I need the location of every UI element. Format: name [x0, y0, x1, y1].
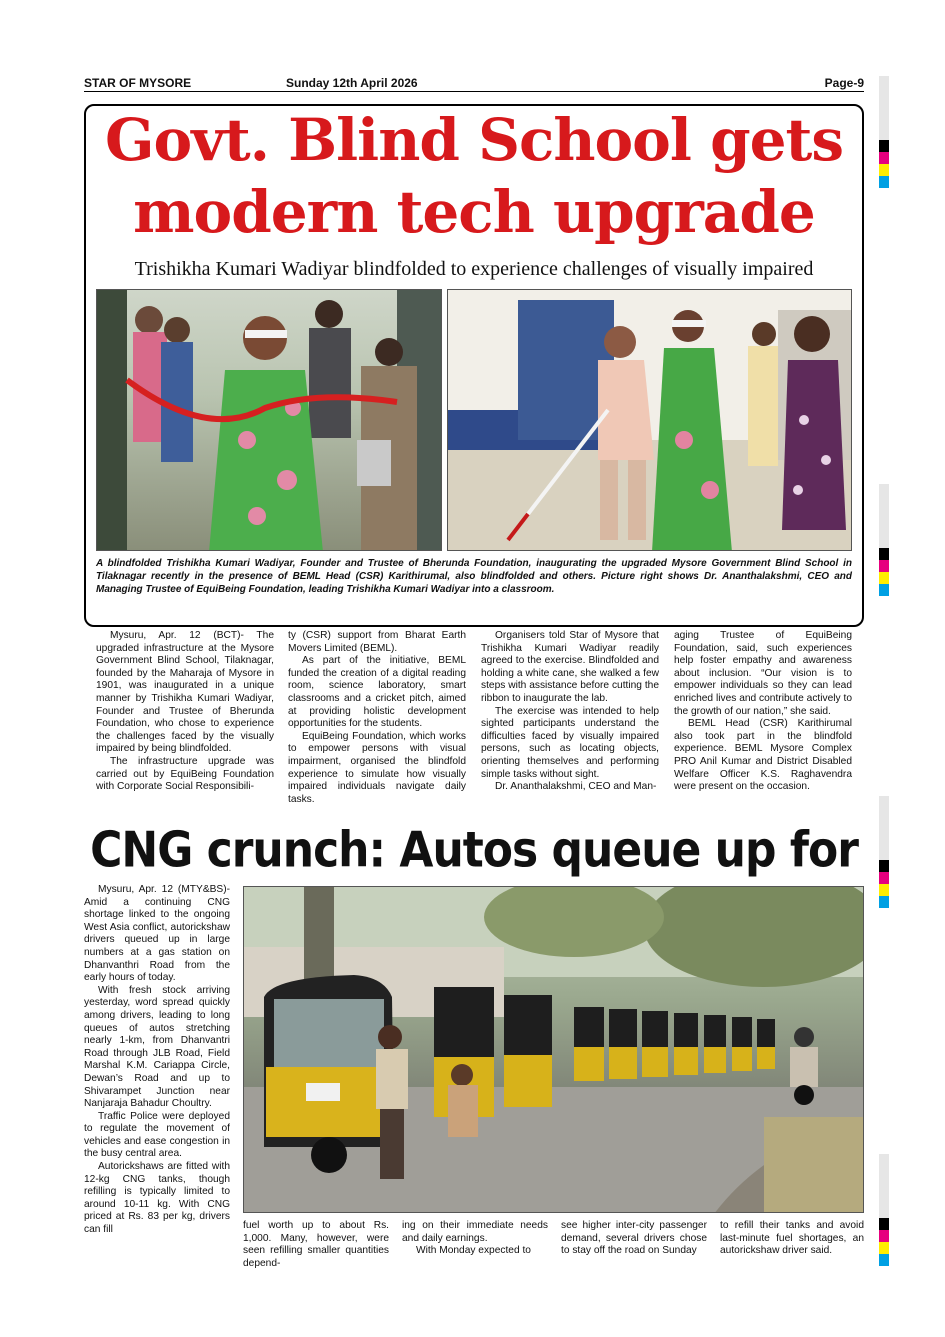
story1-col2-para2: As part of the initiative, BEML funded the creation of a digital reading room, science laboratory, smart classrooms and a cricket pitch, aimed at providing holistic development opportunities for the students. — [288, 655, 466, 730]
story1-col1-para2: The infrastructure upgrade was carried out by EquiBeing Foundation with Corporate Social Responsibili- — [96, 755, 274, 793]
story1-col4-para1: aging Trustee of EquiBeing Foundation, said, such experiences help foster empathy and awareness about inclusion. “Our vision is to empower individuals so they can lead enriched lives and contribute actively to the growth of our nation,” she said. — [674, 630, 852, 717]
story2-col3-para1: ing on their immediate needs and daily earnings. — [402, 1220, 548, 1244]
photo-ribbon-cutting — [96, 289, 442, 551]
story1-column-4 — [674, 630, 852, 794]
story1-col3-para3: Dr. Ananthalakshmi, CEO and Man- — [495, 781, 657, 793]
photo-auto-queue-illustration — [244, 887, 864, 1213]
story1-column-1 — [96, 630, 274, 794]
story1-headline-line1: Govt. Blind School gets — [105, 106, 843, 174]
registration-marks-mid1 — [879, 484, 889, 596]
story2-column-2 — [243, 1220, 389, 1270]
registration-marks-bottom — [879, 1154, 889, 1266]
story1-column-2 — [288, 630, 466, 806]
page-header — [84, 76, 864, 92]
story2-column-3 — [402, 1220, 548, 1258]
story2-col5-para1: to refill their tanks and avoid last-minute fuel shortages, an autorickshaw driver said. — [720, 1220, 864, 1257]
story1-col1-para1: Mysuru, Apr. 12 (BCT)- The upgraded infrastructure at the Mysore Government Blind School, Tilaknagar, founded by the Maharaja of Mysore in 1901, was inaugurated in a unique manner by Trishikha Kumari Wadiyar, Founder and Trustee of Bherunda Foundation, who chose to experience the challenges faced by the visually impaired by being blindfolded. — [96, 630, 274, 755]
photo-ribbon-cutting-illustration — [97, 290, 442, 551]
story2-col4-para1: see higher inter-city passenger demand, several drivers chose to stay off the road on Sunday — [561, 1220, 707, 1257]
story2-column-1 — [84, 884, 230, 1237]
story1-column-3 — [481, 630, 659, 794]
story1-col4-para2: BEML Head (CSR) Karithirumal also took part in the blindfold experience. BEML Mysore Complex PRO Anil Kumar and District Disabled Welfare Officer K.S. Raghavendra were present on the occasion. — [674, 718, 852, 793]
issue-date: Sunday 12th April 2026 — [286, 76, 418, 90]
story2-col1-para2: With fresh stock arriving yesterday, word spread quickly among drivers, leading to long queues of autos stretching nearly 1-km, from Dhanvantri Road through JLB Road, Field Marshal K.M. Cariappa Circle, Dewan’s Road and up to Shivarampet Junction near Nanjaraja Bahadur Choultry. — [84, 984, 230, 1110]
photo-walking-with-cane — [447, 289, 852, 551]
story1-col3-para1: Organisers told Star of Mysore that Trishikha Kumari Wadiyar readily agreed to the exercise. Blindfolded and holding a white cane, she walked a few steps with assistance before cutting the ribbon to inaugurate the lab. — [481, 630, 659, 704]
photo-auto-queue — [243, 886, 864, 1213]
story2-column-4 — [561, 1220, 707, 1258]
registration-marks-top — [879, 76, 889, 188]
story2-col1-para1: Mysuru, Apr. 12 (MTY&BS)- Amid a continuing CNG shortage linked to the ongoing West Asia conflict, autorickshaw drivers queued up in large numbers at a gas station on Dhanvanthri Road from the early hours of today. — [84, 884, 230, 984]
story1-col2-para1: ty (CSR) support from Bharat Earth Movers Limited (BEML). — [288, 630, 466, 654]
story2-column-5 — [720, 1220, 864, 1258]
photo-walking-with-cane-illustration — [448, 290, 852, 551]
registration-marks-mid2 — [879, 796, 889, 908]
story1-kicker: Trishikha Kumari Wadiyar blindfolded to experience challenges of visually impaired — [134, 258, 814, 280]
story1-photo-caption: A blindfolded Trishikha Kumari Wadiyar, Founder and Trustee of Bherunda Foundation, inaugurating the upgraded Mysore Government Blind School in Tilaknagar recently in the presence of BEML Head (CSR) Karithirumal, also blindfolded and others. Picture right shows Dr. Ananthalakshmi, CEO and Managing Trustee of EquiBeing Foundation, leading Trishikha Kumari Wadiyar into a classroom. — [96, 558, 852, 595]
story1-col2-para3: EquiBeing Foundation, which works to empower persons with visual impairment, organised the blindfold experience to simulate how visually impaired individuals navigate daily tasks. — [288, 730, 466, 805]
story1-headline — [84, 104, 864, 248]
story2-col1-para4: Autorickshaws are fitted with 12-kg CNG tanks, though refilling is typically limited to around 10-11 kg. With CNG priced at Rs. 83 per kg, drivers can fill — [84, 1161, 230, 1236]
story2-col1-para3: Traffic Police were deployed to regulate the movement of vehicles and ease congestion in the busy central area. — [84, 1110, 230, 1160]
story2-col3-para2: With Monday expected to — [416, 1245, 531, 1257]
publication-name: STAR OF MYSORE — [84, 76, 192, 90]
page-number: Page-9 — [824, 76, 864, 90]
story1-headline-line2: modern tech upgrade — [133, 178, 815, 246]
story1-col3-para2: The exercise was intended to help sighted participants understand the difficulties faced by visually impaired persons, such as locating objects, orienting themselves and performing simple tasks without sight. — [481, 705, 659, 780]
story2-col2-para1: fuel worth up to about Rs. 1,000. Many, however, were seen refilling smaller quantities depend- — [243, 1220, 389, 1269]
story2-headline: CNG crunch: Autos queue up for — [90, 821, 858, 879]
